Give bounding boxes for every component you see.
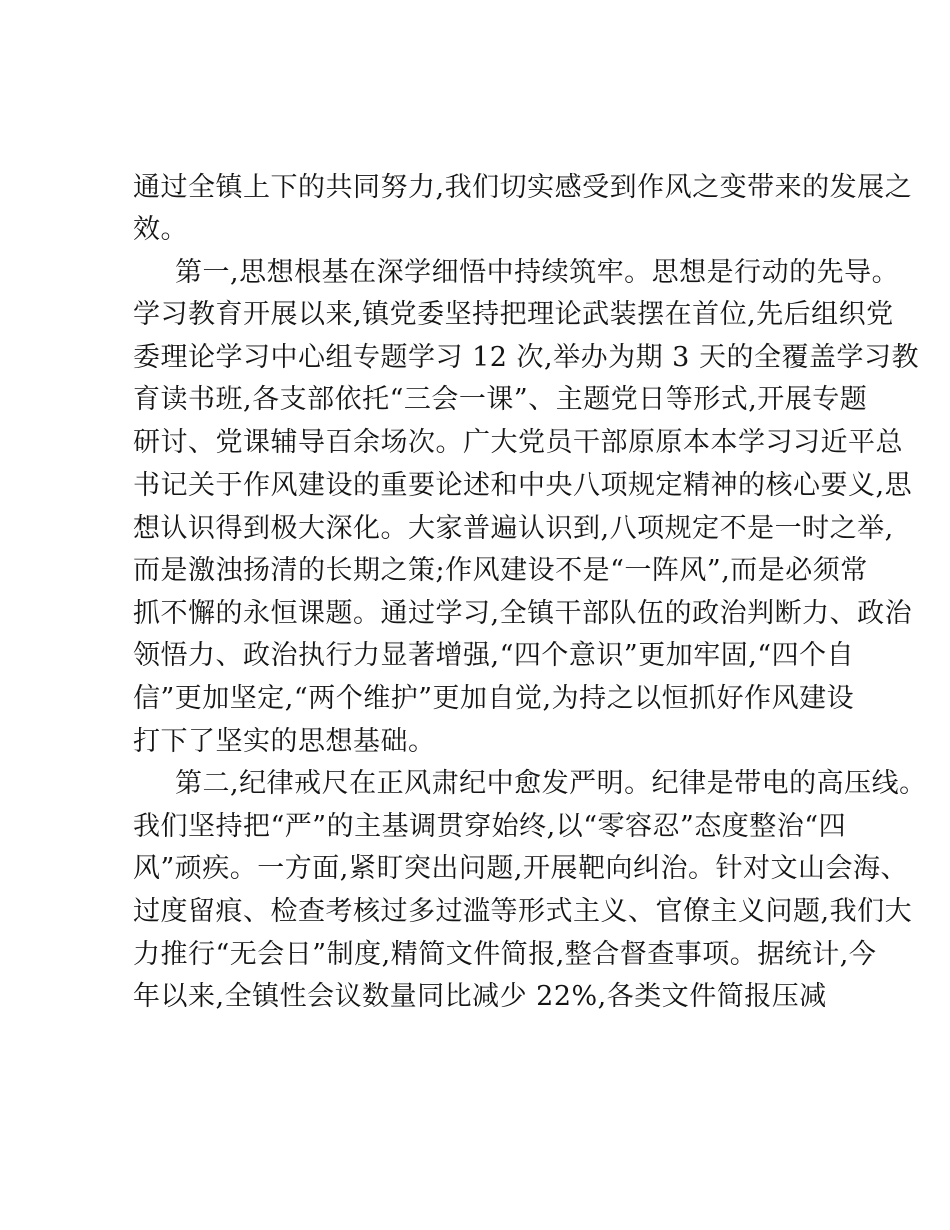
text-line: 研讨、党课辅导百余场次。广大党员干部原原本本学习习近平总 <box>133 427 903 458</box>
text-line: 过度留痕、检查考核过多过滥等形式主义、官僚主义问题,我们大 <box>133 896 913 927</box>
text-line: 信”更加坚定,“两个维护”更加自觉,为持之以恒抓好作风建设 <box>133 683 855 714</box>
text-line: 效。 <box>133 214 188 245</box>
text-line: 想认识得到极大深化。大家普遍认识到,八项规定不是一时之举, <box>133 513 894 544</box>
text-line: 育读书班,各支部依托“三会一课”、主题党日等形式,开展专题 <box>133 384 868 415</box>
text-line: 通过全镇上下的共同努力,我们切实感受到作风之变带来的发展之 <box>133 172 913 203</box>
text-line: 而是激浊扬清的长期之策;作风建设不是“一阵风”,而是必须常 <box>133 555 868 586</box>
text-line: 领悟力、政治执行力显著增强,“四个意识”更加牢固,“四个自 <box>133 640 855 671</box>
text-line: 抓不懈的永恒课题。通过学习,全镇干部队伍的政治判断力、政治 <box>133 598 913 629</box>
paragraph-first-line: 第二,纪律戒尺在正风肃纪中愈发严明。纪律是带电的高压线。 <box>175 768 927 799</box>
text-line: 书记关于作风建设的重要论述和中央八项规定精神的核心要义,思 <box>133 470 913 501</box>
text-line: 打下了坚实的思想基础。 <box>133 726 436 757</box>
text-line: 委理论学习中心组专题学习 12 次,举办为期 3 天的全覆盖学习教 <box>133 342 919 373</box>
text-line: 学习教育开展以来,镇党委坚持把理论武装摆在首位,先后组织党 <box>133 299 894 330</box>
text-line: 年以来,全镇性会议数量同比减少 22%,各类文件简报压减 <box>133 981 827 1012</box>
text-line: 力推行“无会日”制度,精简文件简报,整合督查事项。据统计,今 <box>133 939 877 970</box>
text-line: 风”顽疾。一方面,紧盯突出问题,开展靶向纠治。针对文山会海、 <box>133 853 908 884</box>
paragraph-first-line: 第一,思想根基在深学细悟中持续筑牢。思想是行动的先导。 <box>175 257 900 288</box>
text-line: 我们坚持把“严”的主基调贯穿始终,以“零容忍”态度整治“四 <box>133 811 847 842</box>
